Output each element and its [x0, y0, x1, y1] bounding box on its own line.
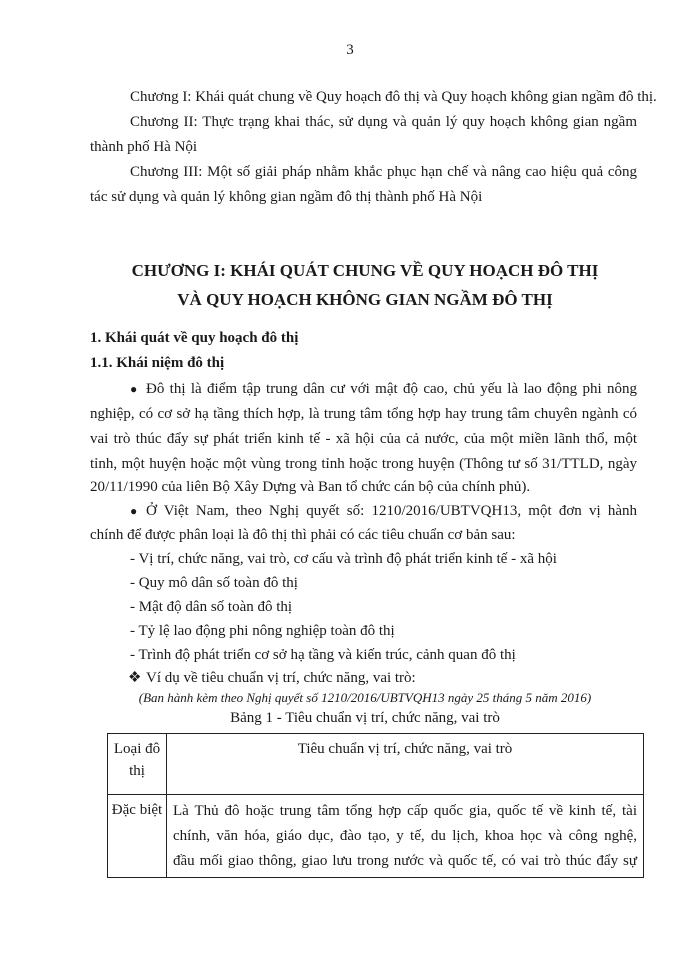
para1-line-4: tỉnh, một huyện hoặc một vùng trong tỉnh hoặc trong huyện (Thông tư số 31/TTLD, ngày — [90, 456, 637, 472]
intro-line-3b: tác sử dụng và quản lý không gian ngầm đô thị thành phố Hà Nội — [90, 189, 483, 205]
criteria-item: - Quy mô dân số toàn đô thị — [130, 575, 298, 591]
bullet-icon: ● — [130, 504, 138, 518]
para1-line-1: Đô thị là điểm tập trung dân cư với mật độ cao, chủ yếu là lao động phi nông — [146, 381, 637, 397]
section-heading-1-1: 1.1. Khái niệm đô thị — [90, 355, 225, 371]
page-number: 3 — [346, 42, 354, 58]
criteria-item: - Tỷ lệ lao động phi nông nghiệp toàn đô thị — [130, 623, 395, 639]
header-cell-type — [108, 734, 167, 795]
row-line-1: Là Thủ đô hoặc trung tâm tổng hợp cấp quốc gia, quốc tế về kinh tế, tài — [173, 803, 637, 819]
header-cell-criteria — [167, 734, 644, 795]
example-line: Ví dụ về tiêu chuẩn vị trí, chức năng, vai trò: — [146, 670, 416, 686]
row-type-text: Đặc biệt — [111, 802, 163, 818]
header-type-line-1: Loại đô — [113, 741, 161, 757]
criteria-table — [107, 733, 644, 878]
row-line-3: đầu mối giao thông, giao lưu trong nước và quốc tế, có vai trò thúc đẩy sự — [173, 853, 637, 869]
criteria-item: - Trình độ phát triển cơ sở hạ tầng và kiến trúc, cảnh quan đô thị — [130, 647, 516, 663]
intro-line-3a: Chương III: Một số giải pháp nhằm khắc phục hạn chế và nâng cao hiệu quả công — [130, 164, 637, 180]
para1-line-2: nghiệp, có cơ sở hạ tầng thích hợp, là trung tâm tổng hợp hay trung tâm chuyên ngành có — [90, 406, 637, 422]
para2-line-2: chính để được phân loại là đô thị thì phải có các tiêu chuẩn cơ bản sau: — [90, 527, 516, 543]
para2-line-1: Ở Việt Nam, theo Nghị quyết số: 1210/2016/UBTVQH13, một đơn vị hành — [146, 503, 637, 519]
resolution-note: (Ban hành kèm theo Nghị quyết số 1210/2016/UBTVQH13 ngày 25 tháng 5 năm 2016) — [138, 690, 592, 705]
table-caption: Bảng 1 - Tiêu chuẩn vị trí, chức năng, vai trò — [230, 710, 500, 726]
header-type-line-2: thị — [129, 763, 145, 779]
diamond-bullet-icon: ❖ — [128, 670, 142, 686]
row-criteria-cell — [167, 795, 644, 878]
row-type-cell — [108, 795, 167, 878]
section-heading-1: 1. Khái quát về quy hoạch đô thị — [90, 330, 299, 346]
para1-line-3: vai trò thúc đẩy sự phát triển kinh tế - xã hội của cả nước, của một miền lãnh thổ, một — [90, 431, 637, 447]
intro-line-2a: Chương II: Thực trạng khai thác, sử dụng và quản lý quy hoạch không gian ngầm — [130, 114, 637, 130]
table-row — [108, 795, 644, 878]
intro-line-2b: thành phố Hà Nội — [90, 139, 198, 155]
chapter-title-line-1: CHƯƠNG I: KHÁI QUÁT CHUNG VỀ QUY HOẠCH ĐÔ THỊ — [131, 261, 599, 280]
criteria-item: - Mật độ dân số toàn đô thị — [130, 599, 293, 615]
criteria-item: - Vị trí, chức năng, vai trò, cơ cấu và trình độ phát triển kinh tế - xã hội — [130, 551, 557, 567]
header-criteria-text: Tiêu chuẩn vị trí, chức năng, vai trò — [297, 741, 513, 757]
para1-line-5: 20/11/1990 của liên Bộ Xây Dựng và Ban tổ chức cán bộ của chính phủ). — [90, 479, 531, 495]
intro-line-1: Chương I: Khái quát chung về Quy hoạch đô thị và Quy hoạch không gian ngầm đô thị. — [130, 89, 657, 105]
row-line-2: chính, văn hóa, giáo dục, đào tạo, y tế, du lịch, khoa học và công nghệ, — [173, 828, 637, 844]
table-header-row — [108, 734, 644, 795]
bullet-icon: ● — [130, 382, 138, 396]
chapter-title-line-2: VÀ QUY HOẠCH KHÔNG GIAN NGẦM ĐÔ THỊ — [177, 290, 553, 309]
